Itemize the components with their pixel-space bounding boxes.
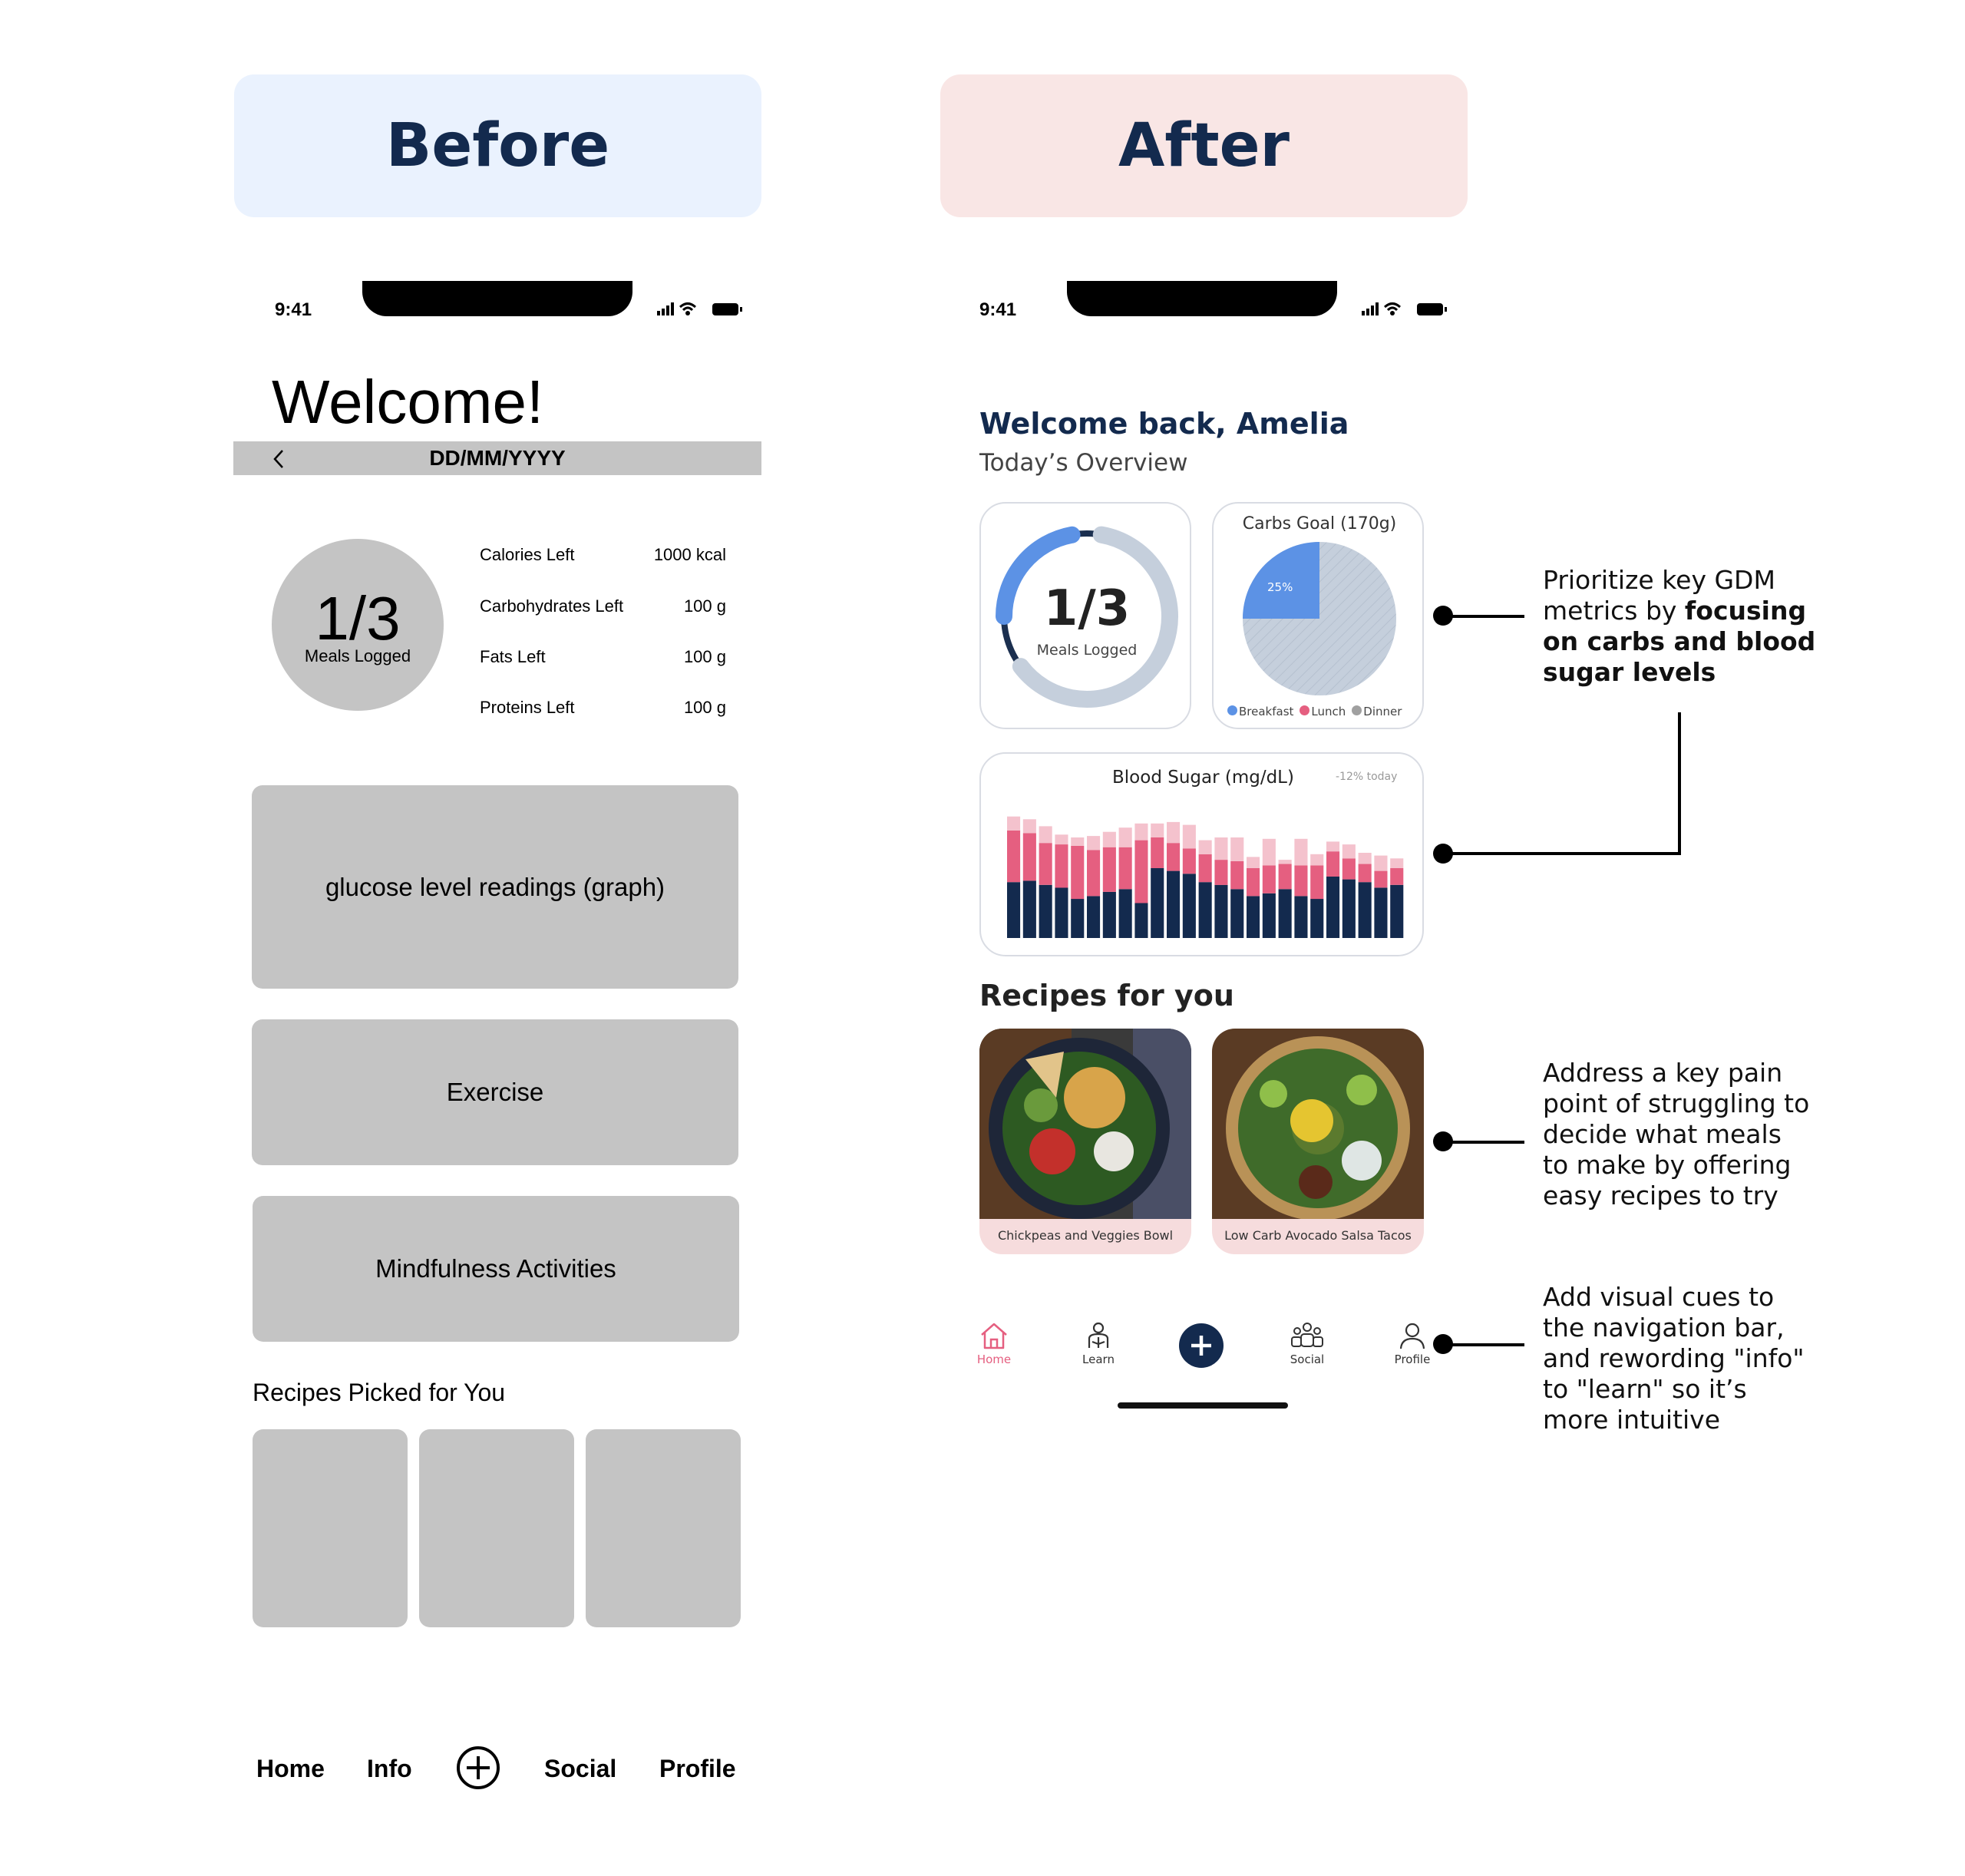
annotation-line [1543, 657, 1927, 688]
bar-segment [1359, 882, 1372, 938]
annotation-line: Prioritize key GDM [1543, 565, 1775, 595]
nav-social[interactable] [1282, 1320, 1333, 1366]
nav-home[interactable] [969, 1320, 1019, 1366]
annotation-line: point of struggling to [1543, 1088, 1810, 1118]
bar-segment [1214, 885, 1227, 938]
bar-segment [1390, 858, 1403, 868]
connector-line [1443, 1343, 1524, 1346]
bar-segment [1023, 819, 1036, 833]
connector-line [1443, 615, 1524, 618]
recipe-photo [1212, 1029, 1424, 1219]
bar-segment [1310, 865, 1323, 899]
annotation-line [1543, 596, 1927, 626]
annotation-bold: focusing [1684, 596, 1807, 626]
connector-dot [1433, 844, 1453, 864]
bar-segment [1374, 888, 1387, 939]
legend-label: Dinner [1363, 705, 1402, 718]
bar-segment [1199, 841, 1212, 854]
annotation-bold: sugar levels [1543, 657, 1716, 687]
carbs-legend [1227, 705, 1419, 718]
before-header [234, 74, 761, 217]
annotation-segment: metrics by [1543, 596, 1685, 626]
annotation-line: easy recipes to try [1543, 1181, 1778, 1210]
bar-segment [1087, 896, 1100, 938]
meals-logged-card[interactable] [979, 502, 1191, 729]
legend-label: Lunch [1311, 705, 1346, 718]
carbs-percent: 25% [1267, 580, 1293, 594]
bar-segment [1039, 843, 1052, 885]
bar-segment [1007, 831, 1020, 882]
bar-segment [1310, 899, 1323, 938]
bar-segment [1103, 847, 1116, 892]
bar-segment [1007, 817, 1020, 831]
recipe-card[interactable] [1212, 1029, 1424, 1254]
phone-notch [362, 281, 632, 316]
bar-segment [1199, 854, 1212, 882]
nutrient-label: Proteins Left [480, 698, 575, 717]
status-icons [657, 301, 746, 318]
bar-segment [1279, 864, 1292, 890]
bar-segment [1310, 854, 1323, 866]
nav-profile[interactable]: Profile [659, 1755, 736, 1782]
recipe-name: Chickpeas and Veggies Bowl [997, 1228, 1174, 1243]
nutrient-value: 100 g [683, 647, 726, 666]
bar-segment [1342, 880, 1356, 938]
recipe-thumbnail[interactable] [419, 1429, 574, 1627]
after-header [940, 74, 1468, 217]
blood-sugar-chart [1007, 792, 1406, 944]
blood-sugar-card[interactable] [979, 752, 1424, 956]
nutrient-label: Fats Left [480, 647, 546, 666]
bar-segment [1359, 864, 1372, 883]
bar-segment [1247, 896, 1260, 938]
bar-segment [1342, 858, 1356, 879]
bar-segment [1342, 844, 1356, 858]
learn-icon [1083, 1320, 1114, 1351]
recipes-section-title: Recipes Picked for You [253, 1379, 506, 1406]
annotation-line: the navigation bar, [1543, 1313, 1785, 1343]
bar-segment [1214, 860, 1227, 885]
bar-segment [1390, 885, 1403, 938]
status-time: 9:41 [979, 299, 1017, 320]
nav-home-label: Home [976, 1353, 1012, 1366]
bar-segment [1294, 865, 1307, 896]
bar-segment [1167, 843, 1180, 870]
bar-segment [1167, 822, 1180, 843]
meals-label: Meals Logged [1036, 642, 1138, 659]
bar-segment [1023, 834, 1036, 881]
recipe-photo [979, 1029, 1191, 1219]
bar-segment [1039, 826, 1052, 843]
meals-logged-circle [272, 539, 444, 711]
bar-segment [1230, 837, 1243, 861]
mindfulness-card[interactable] [253, 1196, 739, 1342]
nutrient-value: 100 g [683, 698, 726, 717]
recipe-thumbnail[interactable] [586, 1429, 741, 1627]
annotation-bold: on carbs and blood [1543, 626, 1816, 656]
nutrient-value: 1000 kcal [653, 545, 726, 564]
legend-item [1300, 705, 1346, 718]
recipe-card[interactable] [979, 1029, 1191, 1254]
bar-segment [1294, 896, 1307, 938]
nav-info[interactable]: Info [367, 1755, 412, 1782]
bar-segment [1263, 839, 1276, 866]
connector-line [1443, 1141, 1524, 1144]
bar-segment [1103, 892, 1116, 938]
nav-social-label: Social [1290, 1353, 1325, 1366]
bar-segment [1374, 871, 1387, 888]
carbs-title: Carbs Goal (170g) [1242, 514, 1397, 533]
bar-segment [1326, 851, 1339, 877]
nav-profile[interactable] [1387, 1320, 1438, 1366]
page-title: Welcome! [272, 368, 544, 436]
nutrient-label: Calories Left [480, 545, 575, 564]
nav-learn[interactable] [1073, 1320, 1124, 1366]
bar-segment [1167, 871, 1180, 938]
carbs-pie [1241, 540, 1398, 697]
date-text[interactable]: DD/MM/YYYY [429, 446, 566, 470]
home-indicator [1118, 1402, 1288, 1409]
bar-segment [1294, 839, 1307, 866]
phone-notch [1067, 281, 1337, 316]
bar-segment [1087, 836, 1100, 850]
connector-line [1443, 852, 1681, 855]
bar-segment [1071, 846, 1084, 899]
bar-segment [1151, 868, 1164, 938]
annotation-line: to "learn" so it’s [1543, 1374, 1747, 1404]
annotation-text [1543, 1282, 1942, 1435]
profile-icon [1397, 1320, 1428, 1351]
after-header-label: After [1118, 111, 1290, 180]
bar-segment [1055, 834, 1068, 844]
nutrient-label: Carbohydrates Left [480, 596, 624, 616]
nav-learn-label: Learn [1082, 1353, 1115, 1366]
bar-segment [1071, 899, 1084, 938]
before-header-label: Before [385, 111, 610, 180]
connector-line [1678, 712, 1681, 855]
annotation-line [1543, 626, 1927, 657]
bar-segment [1247, 868, 1260, 896]
recipe-name: Low Carb Avocado Salsa Tacos [1224, 1228, 1412, 1243]
meals-count: 1/3 [315, 584, 401, 652]
annotation-line: and rewording "info" [1543, 1343, 1805, 1373]
social-icon [1290, 1320, 1324, 1351]
bar-segment [1071, 837, 1084, 846]
annotation-text [1543, 1058, 1942, 1211]
bar-segment [1199, 882, 1212, 938]
bar-segment [1214, 837, 1227, 860]
bar-segment [1374, 856, 1387, 871]
add-icon[interactable] [1179, 1323, 1224, 1368]
legend-item [1352, 705, 1402, 718]
bar-segment [1055, 888, 1068, 939]
bar-segment [1263, 865, 1276, 893]
legend-dot [1352, 705, 1362, 715]
bar-segment [1279, 860, 1292, 864]
bar-segment [1183, 849, 1196, 874]
annotation-line: Address a key pain [1543, 1058, 1783, 1088]
bar-segment [1151, 837, 1164, 868]
annotation-line: decide what meals [1543, 1119, 1782, 1149]
bar-segment [1119, 889, 1132, 938]
bar-segment [1390, 868, 1403, 885]
bar-segment [1183, 825, 1196, 849]
bar-segment [1230, 861, 1243, 889]
bar-segment [1134, 841, 1148, 903]
annotation-text [1543, 565, 1927, 688]
nutrient-value: 100 g [683, 596, 726, 616]
bar-segment [1007, 882, 1020, 938]
recipe-thumbnail[interactable] [253, 1429, 408, 1627]
bar-segment [1359, 853, 1372, 864]
meals-count: 1/3 [1043, 580, 1131, 637]
blood-sugar-title: Blood Sugar (mg/dL) [1112, 768, 1294, 788]
bar-segment [1103, 832, 1116, 847]
bar-segment [1279, 889, 1292, 938]
bar-segment [1087, 850, 1100, 896]
exercise-card-label: Exercise [446, 1078, 544, 1106]
bar-segment [1326, 841, 1339, 851]
bar-segment [1023, 880, 1036, 938]
annotation-line: more intuitive [1543, 1405, 1721, 1435]
date-bar [233, 441, 761, 475]
carbs-goal-card[interactable] [1212, 502, 1424, 729]
bar-segment [1326, 877, 1339, 938]
bar-segment [1247, 857, 1260, 868]
nav-profile-label: Profile [1394, 1353, 1431, 1366]
meals-label: Meals Logged [304, 646, 411, 666]
nav-home[interactable]: Home [256, 1755, 325, 1782]
welcome-heading: Welcome back, Amelia [979, 407, 1349, 441]
status-time: 9:41 [275, 299, 312, 320]
glucose-card[interactable] [252, 785, 738, 989]
bar-segment [1151, 824, 1164, 837]
bar-segment [1055, 844, 1068, 887]
bar-segment [1119, 827, 1132, 847]
blood-sugar-badge: -12% today [1336, 771, 1398, 783]
bar-segment [1230, 889, 1243, 938]
legend-item [1227, 705, 1293, 718]
annotation-line: to make by offering [1543, 1150, 1792, 1180]
overview-subtitle: Today’s Overview [979, 449, 1188, 477]
bar-segment [1119, 847, 1132, 890]
bar-segment [1183, 874, 1196, 938]
legend-label: Breakfast [1239, 705, 1294, 718]
bar-segment [1263, 893, 1276, 938]
nav-social[interactable]: Social [544, 1755, 617, 1782]
add-icon[interactable] [456, 1746, 500, 1790]
recipes-section-title: Recipes for you [979, 979, 1234, 1012]
bar-segment [1039, 885, 1052, 938]
bar-segment [1134, 824, 1148, 841]
annotation-line: Add visual cues to [1543, 1282, 1775, 1312]
status-icons [1362, 301, 1451, 318]
mindfulness-card-label: Mindfulness Activities [375, 1254, 616, 1283]
legend-dot [1300, 705, 1309, 715]
legend-dot [1227, 705, 1237, 715]
exercise-card[interactable] [252, 1019, 738, 1165]
bar-segment [1134, 903, 1148, 939]
glucose-card-label: glucose level readings (graph) [325, 872, 665, 901]
home-icon [979, 1320, 1009, 1351]
